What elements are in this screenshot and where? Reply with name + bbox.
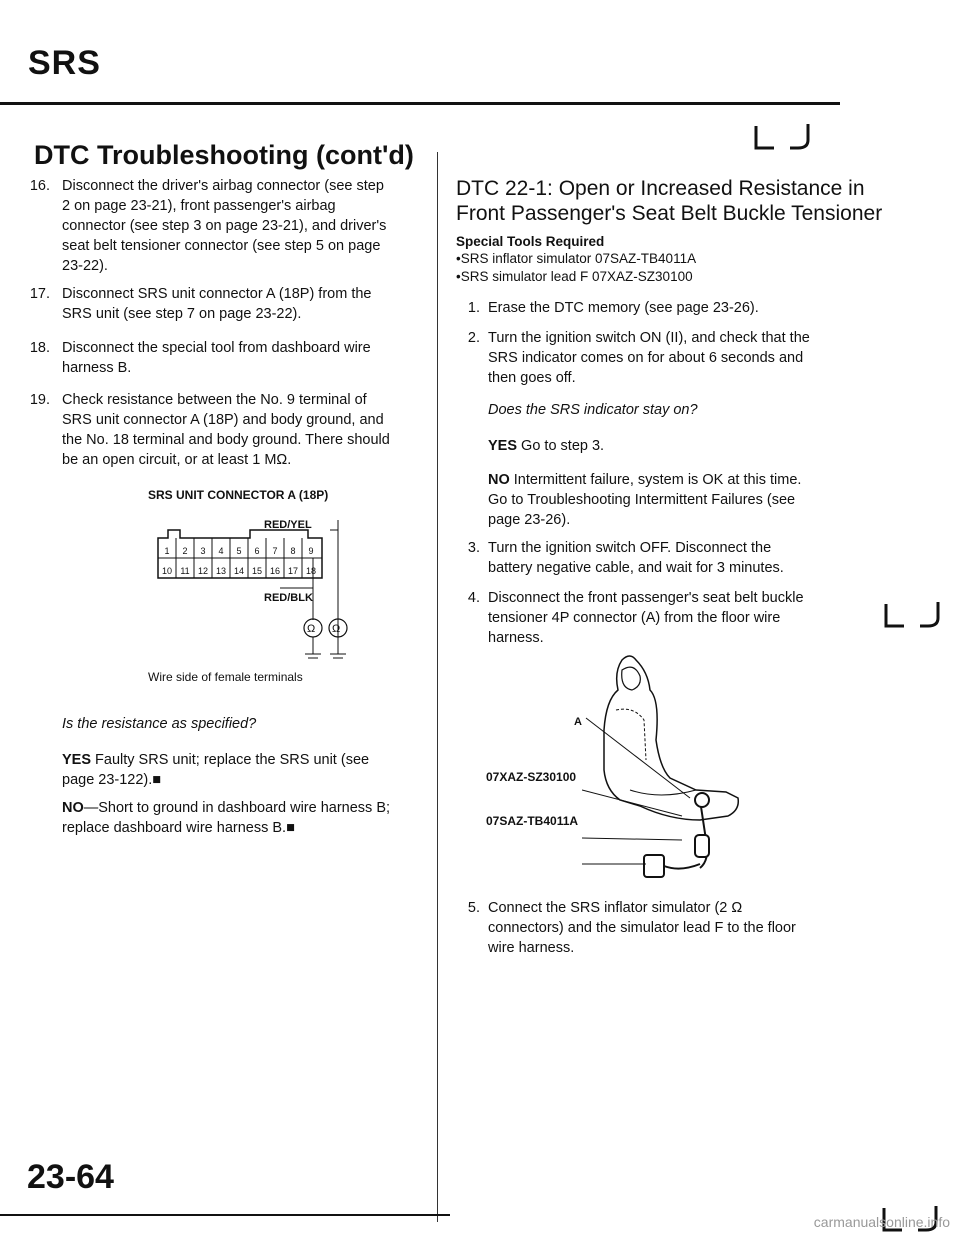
callout-A: A — [574, 716, 582, 728]
text-line: wire harness. — [488, 940, 575, 956]
no-label: NO — [62, 800, 84, 816]
title-line: DTC 22-1: Open or Increased Resistance in — [456, 177, 865, 200]
terminal-number: 18 — [305, 566, 316, 576]
terminal-number: 9 — [308, 546, 314, 556]
header-rule — [0, 102, 840, 105]
tools-heading: Special Tools Required — [456, 234, 605, 249]
terminal-number: 10 — [161, 566, 172, 576]
text-line: be an open circuit, or at least 1 MΩ. — [62, 452, 292, 468]
text-line: Disconnect the driver's airbag connector (see step — [62, 178, 384, 194]
terminal-row-2 — [158, 561, 320, 581]
corner-mark-icon — [752, 118, 822, 158]
tools-list — [456, 250, 696, 286]
ohm-icon: Ω — [332, 623, 341, 635]
text-line: seat belt tensioner connector (see step 5 on page — [62, 238, 381, 254]
step-number: 4. — [467, 590, 480, 606]
text-line: Turn the ignition switch ON (II), and check that the — [488, 330, 810, 346]
terminal-number: 2 — [182, 546, 188, 556]
terminal-number: 11 — [180, 566, 190, 576]
page-header: SRS — [28, 44, 101, 82]
text-line: replace dashboard wire harness B.■ — [62, 820, 295, 836]
yes-branch — [488, 436, 604, 456]
step-number: 17. — [29, 286, 50, 302]
text-line: page 23-122).■ — [62, 772, 162, 788]
text-line: Disconnect the front passenger's seat belt buckle — [488, 590, 804, 606]
text-line: Intermittent failure, system is OK at this time. — [513, 472, 802, 488]
text-line: 23-22). — [62, 258, 108, 274]
text-line: then goes off. — [488, 370, 576, 386]
terminal-number: 8 — [290, 546, 296, 556]
text-line: Faulty SRS unit; replace the SRS unit (see — [95, 752, 370, 768]
question: Is the resistance as specified? — [62, 716, 257, 732]
tool-item: • SRS simulator lead F 07XAZ-SZ30100 — [456, 268, 696, 286]
column-divider — [437, 152, 438, 1222]
text-line: Turn the ignition switch OFF. Disconnect the — [488, 540, 772, 556]
page-number: 23-64 — [27, 1158, 114, 1196]
title-line: Front Passenger's Seat Belt Buckle Tensioner — [456, 202, 883, 225]
step-number: 5. — [467, 900, 480, 916]
wire-label-top: RED/YEL — [264, 519, 312, 531]
step-number: 19. — [29, 392, 50, 408]
text-line: 2 on page 23-21), front passenger's airbag — [62, 198, 336, 214]
terminal-row-1 — [158, 541, 320, 561]
step-number: 3. — [467, 540, 480, 556]
text-line: Connect the SRS inflator simulator (2 Ω — [488, 900, 743, 916]
yes-branch — [62, 750, 432, 790]
footer-rule — [0, 1214, 450, 1216]
terminal-number: 12 — [197, 566, 208, 576]
terminal-number: 3 — [200, 546, 206, 556]
no-branch — [488, 470, 888, 530]
step-number: 16. — [29, 178, 50, 194]
corner-mark-icon — [882, 596, 952, 636]
watermark: carmanualsonline.info — [813, 1214, 950, 1230]
yes-label: YES — [488, 438, 518, 454]
text-line: Go to Troubleshooting Intermittent Failures (see — [488, 492, 796, 508]
step-number: 2. — [467, 330, 480, 346]
text-line: Short to ground in dashboard wire harness B; — [98, 800, 391, 816]
diagram-caption: Wire side of female terminals — [148, 670, 303, 684]
step-number: 1. — [467, 300, 480, 316]
terminal-number: 16 — [269, 566, 280, 576]
terminal-number: 6 — [254, 546, 260, 556]
simulator-part-number: 07SAZ-TB4011A — [486, 814, 579, 828]
ohm-icon: Ω — [307, 623, 316, 635]
yes-label: YES — [62, 752, 92, 768]
terminal-number: 17 — [287, 566, 298, 576]
text-line: battery negative cable, and wait for 3 minutes. — [488, 560, 784, 576]
callout-leaders — [582, 700, 702, 880]
terminal-number: 5 — [236, 546, 242, 556]
text-line: harness B. — [62, 360, 132, 376]
text-line: Check resistance between the No. 9 terminal of — [62, 392, 367, 408]
dtc-title — [456, 176, 882, 226]
text-line: harness. — [488, 630, 544, 646]
wire-label-bottom: RED/BLK — [264, 592, 313, 604]
text-line: connectors) and the simulator lead F to the floor — [488, 920, 796, 936]
no-branch: NO—Short to ground in dashboard wire harness B; replace dashboard wire harness B.■ — [62, 798, 442, 838]
tool-item: • SRS inflator simulator 07SAZ-TB4011A — [456, 250, 696, 268]
text-line: tensioner 4P connector (A) from the floor wire — [488, 610, 781, 626]
terminal-number: 4 — [218, 546, 224, 556]
text-line: SRS unit connector A (18P) and body ground, and — [62, 412, 384, 428]
text-line: Disconnect the special tool from dashboard wire — [62, 340, 371, 356]
section-title: DTC Troubleshooting (cont'd) — [34, 140, 414, 170]
text-line: Disconnect SRS unit connector A (18P) from the — [62, 286, 372, 302]
lead-part-number: 07XAZ-SZ30100 — [486, 770, 577, 784]
terminal-number: 7 — [272, 546, 278, 556]
text-line: SRS unit (see step 7 on page 23-22). — [62, 306, 302, 322]
text-line: Erase the DTC memory (see page 23-26). — [488, 300, 759, 316]
text-line: connector (see step 3 on page 23-21), and driver's — [62, 218, 387, 234]
terminal-number: 15 — [251, 566, 262, 576]
step-number: 18. — [29, 340, 50, 356]
text-line: SRS indicator comes on for about 6 seconds and — [488, 350, 804, 366]
terminal-number: 13 — [215, 566, 226, 576]
text-line: the No. 18 terminal and body ground. There should — [62, 432, 390, 448]
connector-title: SRS UNIT CONNECTOR A (18P) — [148, 488, 329, 502]
no-label: NO — [488, 472, 510, 488]
question: Does the SRS indicator stay on? — [488, 402, 698, 418]
text-line: page 23-26). — [488, 512, 571, 528]
terminal-number: 1 — [164, 546, 170, 556]
text-line: Go to step 3. — [521, 438, 605, 454]
terminal-number: 14 — [233, 566, 244, 576]
